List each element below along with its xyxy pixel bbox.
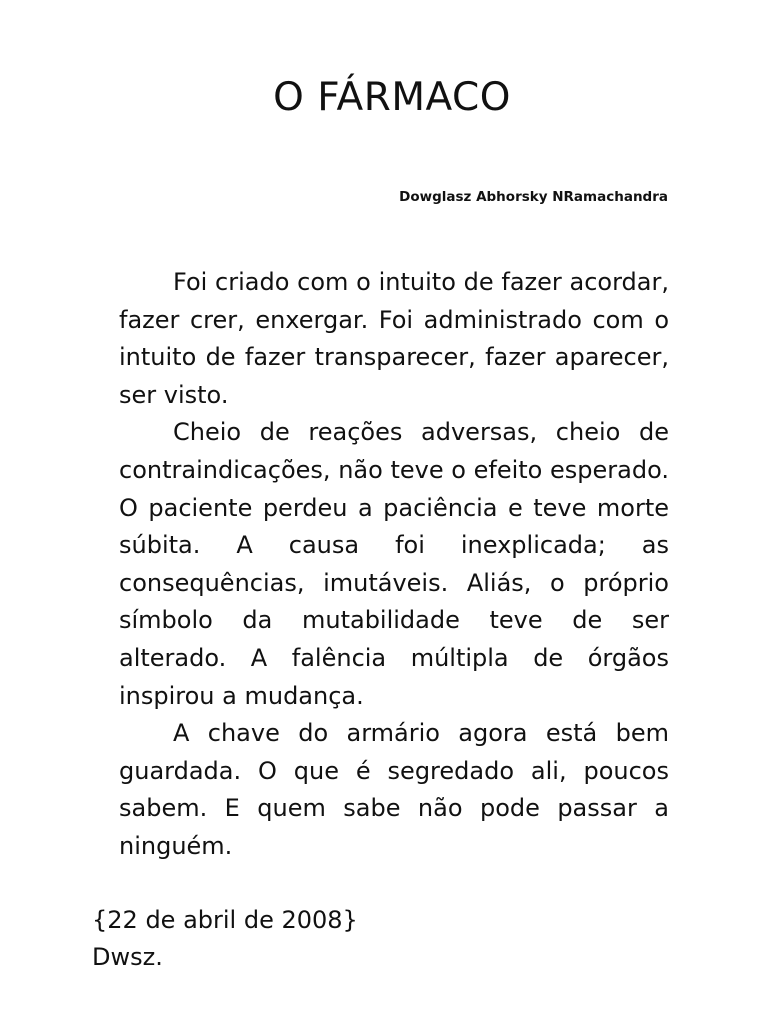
paragraph-3: A chave do armário agora está bem guardada. O que é segredado ali, poucos sabem. E quem sabe não pode passar a ninguém. — [119, 719, 669, 860]
date-line: {22 de abril de 2008} — [92, 906, 358, 934]
paragraph-1: Foi criado com o intuito de fazer acordar, fazer crer, enxergar. Foi administrado com o intuito de fazer transparecer, fazer aparecer, ser visto. — [119, 268, 669, 409]
document-title: O FÁRMACO — [273, 75, 511, 120]
author-name: Dowglasz Abhorsky NRamachandra — [399, 189, 668, 205]
signature: Dwsz. — [92, 943, 163, 971]
body-text — [119, 264, 669, 866]
paragraph-2: Cheio de reações adversas, cheio de contraindicações, não teve o efeito esperado. O paciente perdeu a paciência e teve morte súbita. A causa foi inexplicada; as consequências, imutáveis. Aliás, o próprio símbolo da mutabilidade teve de ser alterado. A falência múltipla de órgãos inspirou a mudança. — [119, 418, 669, 710]
